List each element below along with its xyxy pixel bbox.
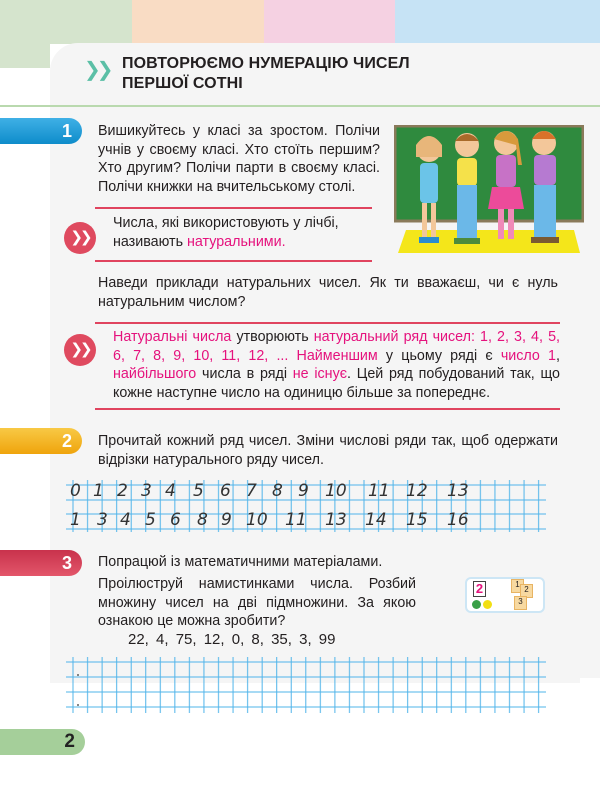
exercise-3-text: Проілюструй намистинками числа. Розбий множину чисел на дві підмножини. За якою ознакою це можна зробити? xyxy=(98,576,416,629)
rule-box-bottom-line xyxy=(95,260,372,262)
handwritten-number: 1 xyxy=(70,510,81,530)
rule-natural-numbers xyxy=(113,214,373,251)
rule-term: число 1 xyxy=(500,347,557,364)
exercise-3-intro: Попрацюй із математичними матеріалами. xyxy=(98,554,383,570)
header-strip-peach xyxy=(132,0,264,44)
math-materials-icon xyxy=(465,577,545,613)
rule-box-top-line xyxy=(95,207,372,209)
child-figure xyxy=(531,131,559,243)
rule2-top-line xyxy=(95,322,560,324)
handwritten-number: 16 xyxy=(447,510,469,530)
handwritten-number: 6 xyxy=(220,481,231,501)
header-strip-green-tail xyxy=(0,44,50,68)
handwritten-number: 11 xyxy=(285,510,307,530)
handwritten-number: 12 xyxy=(406,481,428,501)
header-strip-pink xyxy=(264,0,395,44)
rule-natural-series xyxy=(113,328,560,402)
handwritten-number: 13 xyxy=(447,481,469,501)
handwritten-number: 4 xyxy=(120,510,131,530)
rule-term: натуральний ряд чисел: 1, 2, 3, 4, 5, 6, 7, 8, 9, 10, 11, 12, ... Найменшим xyxy=(113,329,560,364)
yellow-bead-icon xyxy=(483,600,492,609)
handwritten-number: 8 xyxy=(197,510,208,530)
exercise-1-tab: 1 xyxy=(0,118,82,144)
page-margin xyxy=(580,678,600,788)
rule-term: натуральними. xyxy=(187,233,286,250)
rule-text: , xyxy=(556,347,560,364)
classroom-illustration xyxy=(394,125,584,255)
child-figure xyxy=(454,133,480,244)
handwritten-number: 9 xyxy=(221,510,232,530)
rule-term: найбільшого xyxy=(113,366,197,382)
rule-text: Числа, які використовують у лічбі, називають xyxy=(113,215,339,250)
rule-text: у цьому ряді є xyxy=(377,347,501,364)
handwritten-number: 3 xyxy=(141,481,152,501)
page-title xyxy=(122,54,410,94)
rule-text: числа в ряді xyxy=(196,366,293,382)
rule2-bottom-line xyxy=(95,408,560,410)
handwritten-number: 0 xyxy=(70,481,81,501)
green-bead-icon xyxy=(472,600,481,609)
handwritten-number: 8 xyxy=(272,481,283,501)
rule-chevron-icon: ❯❯ xyxy=(64,222,96,254)
handwritten-number: 13 xyxy=(325,510,347,530)
exercise-1-text: Вишикуйтесь у класі за зростом. Полічи учнів у своєму класі. Хто стоїть першим? Хто другим? Полічи парти в своєму класі. Полічи книжки на вчительському столі. xyxy=(98,123,380,195)
handwritten-number: 11 xyxy=(368,481,390,501)
number-card: 2 xyxy=(473,581,486,597)
handwritten-number: 3 xyxy=(97,510,108,530)
exercise-3-tab: 3 xyxy=(0,550,82,576)
rule-term: не існує xyxy=(292,366,348,382)
rule-text: . Цей ряд побудований так, що кожне наступне число на одиницю більше за попереднє. xyxy=(113,366,561,401)
handwritten-number: 10 xyxy=(246,510,268,530)
handwritten-number: 14 xyxy=(365,510,387,530)
digit-card: 1 xyxy=(511,579,524,593)
grid-paper-2 xyxy=(66,657,546,713)
handwritten-number: 7 xyxy=(246,481,257,501)
page-number: 2 xyxy=(0,729,85,755)
exercise-2-tab: 2 xyxy=(0,428,82,454)
title-line-1: ПОВТОРЮЄМО НУМЕРАЦІЮ ЧИСЕЛ xyxy=(122,55,410,72)
header-strip-green xyxy=(0,0,132,44)
exercise-2-text: Прочитай кожний ряд чисел. Зміни числові ряди так, щоб одержати відрізки натурального ряду чисел. xyxy=(98,433,558,468)
digit-card: 2 xyxy=(520,584,533,598)
handwritten-number: 1 xyxy=(93,481,104,501)
number-set: 22, 4, 75, 12, 0, 8, 35, 3, 99 xyxy=(128,631,336,648)
handwritten-number: 2 xyxy=(117,481,128,501)
handwritten-number: 5 xyxy=(193,481,204,501)
handwritten-number: 9 xyxy=(298,481,309,501)
title-line-2: ПЕРШОЇ СОТНІ xyxy=(122,75,243,92)
digit-card: 3 xyxy=(514,596,527,610)
rule-text: утворюють xyxy=(231,329,314,345)
rule-term: Натуральні числа xyxy=(113,329,232,345)
handwritten-number: 6 xyxy=(170,510,181,530)
header-strip-blue xyxy=(395,0,600,44)
header-divider xyxy=(0,105,600,107)
handwritten-number: 10 xyxy=(325,481,347,501)
handwritten-number: 4 xyxy=(165,481,176,501)
rule-chevron-icon: ❯❯ xyxy=(64,334,96,366)
question-text: Наведи приклади натуральних чисел. Як ти вважаєш, чи є нуль натуральним числом? xyxy=(98,275,558,310)
handwritten-number: 15 xyxy=(406,510,428,530)
chevron-double-icon: ❯❯ xyxy=(84,59,110,81)
handwritten-number: 5 xyxy=(145,510,156,530)
